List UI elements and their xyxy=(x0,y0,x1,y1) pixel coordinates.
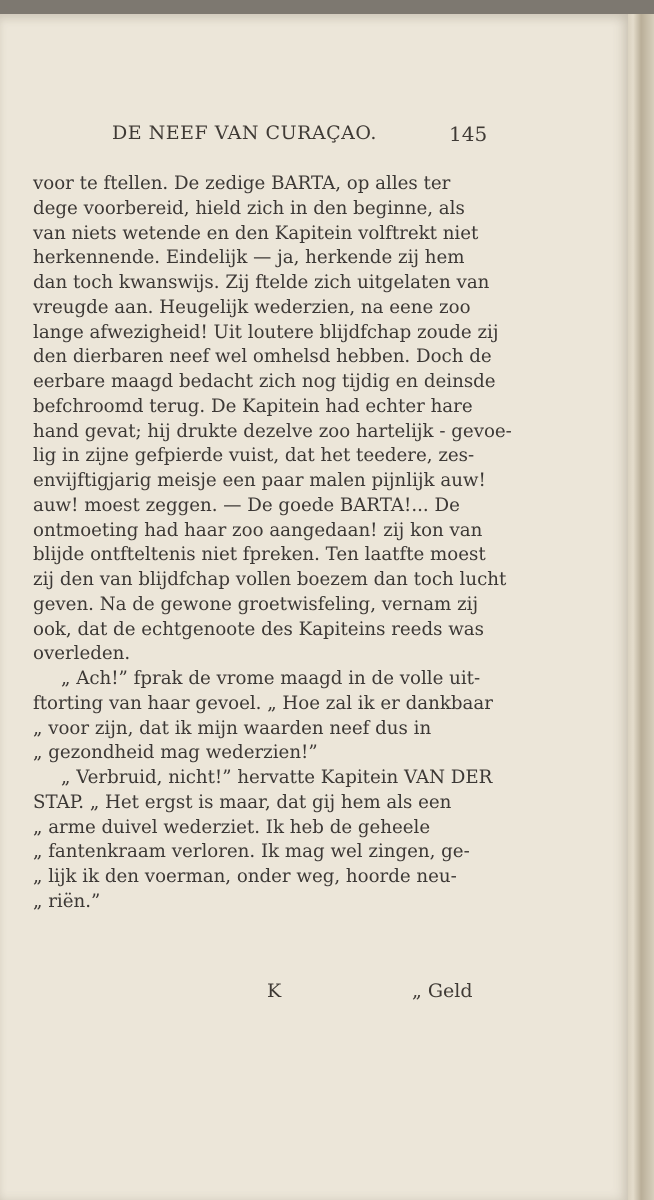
text-line: befchroomd terug. De Kapitein had echter hare xyxy=(33,395,473,417)
running-head xyxy=(112,118,492,148)
text-line: „ Verbruid, nicht!” hervatte Kapitein VAN DER xyxy=(61,767,493,788)
text-line: STAP. „ Het ergst is maar, dat gij hem als een xyxy=(33,791,452,813)
body-text xyxy=(33,172,512,915)
text-line: ook, dat de echtgenoote des Kapiteins reeds was xyxy=(33,618,484,640)
text-line: voor te ftellen. De zedige BARTA, op alles ter xyxy=(33,173,451,194)
text-line: „ voor zijn, dat ik mijn waarden neef dus in xyxy=(33,717,432,739)
page-number: 145 xyxy=(449,122,488,146)
text-line: auw! moest zeggen. — De goede BARTA!... De xyxy=(33,494,460,516)
text-line: hand gevat; hij drukte dezelve zoo hartelijk - gevoe- xyxy=(33,420,512,442)
text-line: „ fantenkraam verloren. Ik mag wel zingen, ge- xyxy=(33,841,470,863)
text-line: „ Ach!” fprak de vrome maagd in de volle uit- xyxy=(61,668,481,689)
text-line: lig in zijne gefpierde vuist, dat het teedere, zes- xyxy=(33,445,475,467)
text-line: herkennende. Eindelijk — ja, herkende zij hem xyxy=(33,247,465,269)
text-line: envijftigjarig meisje een paar malen pijnlijk auw! xyxy=(33,470,486,491)
text-line: „ riën.” xyxy=(33,890,101,912)
text-line: ontmoeting had haar zoo aangedaan! zij kon van xyxy=(33,519,483,541)
text-line: eerbare maagd bedacht zich nog tijdig en deinsde xyxy=(33,371,496,392)
text-line: zij den van blijdfchap vollen boezem dan toch lucht xyxy=(33,569,507,590)
signature-mark: K xyxy=(267,980,282,1002)
running-title: DE NEEF VAN CURAÇAO. xyxy=(112,122,377,144)
text-line: den dierbaren neef wel omhelsd hebben. Doch de xyxy=(33,346,492,368)
catchword: „ Geld xyxy=(412,980,473,1002)
text-line: vreugde aan. Heugelijk wederzien, na eene zoo xyxy=(33,296,471,318)
text-line: blijde ontfteltenis niet fpreken. Ten laatfte moest xyxy=(33,544,486,566)
text-line: „ arme duivel wederziet. Ik heb de geheele xyxy=(33,816,431,838)
text-line: „ lijk ik den voerman, onder weg, hoorde neu- xyxy=(33,866,457,887)
text-line: „ gezondheid mag wederzien!” xyxy=(33,742,318,764)
text-line: van niets wetende en den Kapitein volftrekt niet xyxy=(33,222,479,244)
text-line: lange afwezigheid! Uit loutere blijdfchap zoude zij xyxy=(33,321,499,343)
text-line: dege voorbereid, hield zich in den beginne, als xyxy=(33,197,465,219)
text-line: dan toch kwanswijs. Zij ftelde zich uitgelaten van xyxy=(33,272,490,293)
text-line: ftorting van haar gevoel. „ Hoe zal ik er dankbaar xyxy=(33,692,493,714)
text-line: geven. Na de gewone groetwisfeling, vernam zij xyxy=(33,593,479,615)
book-page xyxy=(0,14,628,1200)
text-line: overleden. xyxy=(33,643,131,665)
